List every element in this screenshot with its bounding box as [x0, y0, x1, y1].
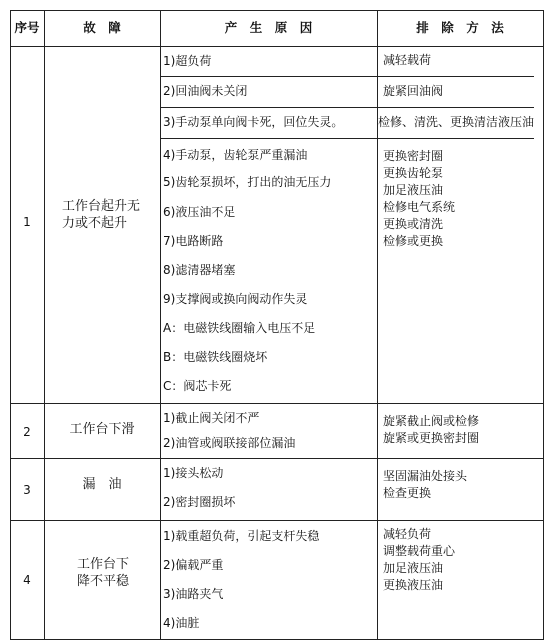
cause-item: 1)接头松动 [163, 466, 224, 480]
cause-item: 8)滤清器堵塞 [163, 263, 236, 277]
cause-item: 6)液压油不足 [163, 205, 236, 219]
remedy-item: 更换齿轮泵 [383, 166, 444, 180]
fault-label: 漏 油 [82, 477, 122, 492]
header-remedy: 排 除 方 法 [416, 20, 504, 35]
header-fault: 故 障 [83, 20, 121, 35]
cause-item: 1)超负荷 [163, 54, 212, 68]
rule-left [10, 10, 11, 639]
rule-r1-c3 [160, 138, 534, 139]
fault-label: 工作台下滑 [69, 422, 135, 437]
remedy-item: 旋紧或更换密封圈 [383, 431, 480, 445]
rule-col2 [160, 10, 161, 639]
cause-item: 2)偏载严重 [163, 558, 224, 572]
remedy-item: 加足液压油 [383, 183, 444, 197]
remedy-item: 减轻载荷 [383, 53, 432, 67]
rule-bottom [10, 639, 544, 640]
rule-row3-bottom [10, 520, 544, 521]
cause-item: 2)回油阀未关闭 [163, 84, 248, 98]
cause-item: 3)油路夹气 [163, 587, 224, 601]
row-number: 2 [23, 425, 31, 439]
rule-r1-c1 [160, 76, 534, 77]
remedy-item: 加足液压油 [383, 561, 444, 575]
rule-col1 [44, 10, 45, 639]
cause-item: 4)手动泵，齿轮泵严重漏油 [163, 148, 308, 162]
cause-item: 2)油管或阀联接部位漏油 [163, 436, 296, 450]
fault-label: 工作台下降不平稳 [76, 557, 129, 589]
cause-item: 1)载重超负荷，引起支杆失稳 [163, 529, 320, 543]
rule-header-bottom [10, 46, 544, 47]
cause-item: 2)密封圈损坏 [163, 495, 236, 509]
rule-col3 [377, 10, 378, 639]
cause-item: A：电磁铁线圈输入电压不足 [163, 321, 316, 335]
remedy-item: 调整载荷重心 [383, 544, 456, 558]
remedy-item: 更换或清洗 [383, 217, 444, 231]
remedy-item: 减轻负荷 [383, 527, 432, 541]
rule-right [543, 10, 544, 639]
rule-row1-bottom [10, 403, 544, 404]
remedy-item: 旋紧截止阀或检修 [383, 414, 480, 428]
cause-item: 5)齿轮泵损坏，打出的油无压力 [163, 175, 332, 189]
remedy-item: 更换密封圈 [383, 149, 444, 163]
remedy-item: 检修电气系统 [383, 200, 456, 214]
remedy-item: 坚固漏油处接头 [383, 469, 468, 483]
cause-item: B：电磁铁线圈烧坏 [163, 350, 268, 364]
cause-item: 7)电路断路 [163, 234, 224, 248]
remedy-item: 更换液压油 [383, 578, 444, 592]
row-number: 4 [23, 573, 31, 587]
row-number: 3 [23, 483, 31, 497]
cause-item: 3)手动泵单向阀卡死，回位失灵。 [163, 115, 344, 129]
remedy-item: 检修或更换 [383, 234, 444, 248]
remedy-item: 检修、清洗、更换清洁液压油 [378, 115, 535, 129]
cause-item: 4)油脏 [163, 616, 200, 630]
cause-item: 1)截止阀关闭不严 [163, 411, 260, 425]
remedy-item: 旋紧回油阀 [383, 84, 444, 98]
rule-row2-bottom [10, 458, 544, 459]
header-no: 序号 [14, 20, 40, 35]
cause-item: 9)支撑阀或换向阀动作失灵 [163, 292, 308, 306]
fault-label: 工作台起升无力或不起升 [62, 199, 141, 231]
rule-r1-c2 [160, 107, 534, 108]
row-number: 1 [23, 215, 31, 229]
remedy-item: 检查更换 [383, 486, 432, 500]
cause-item: C：阀芯卡死 [163, 379, 232, 393]
header-cause: 产 生 原 因 [224, 20, 313, 35]
